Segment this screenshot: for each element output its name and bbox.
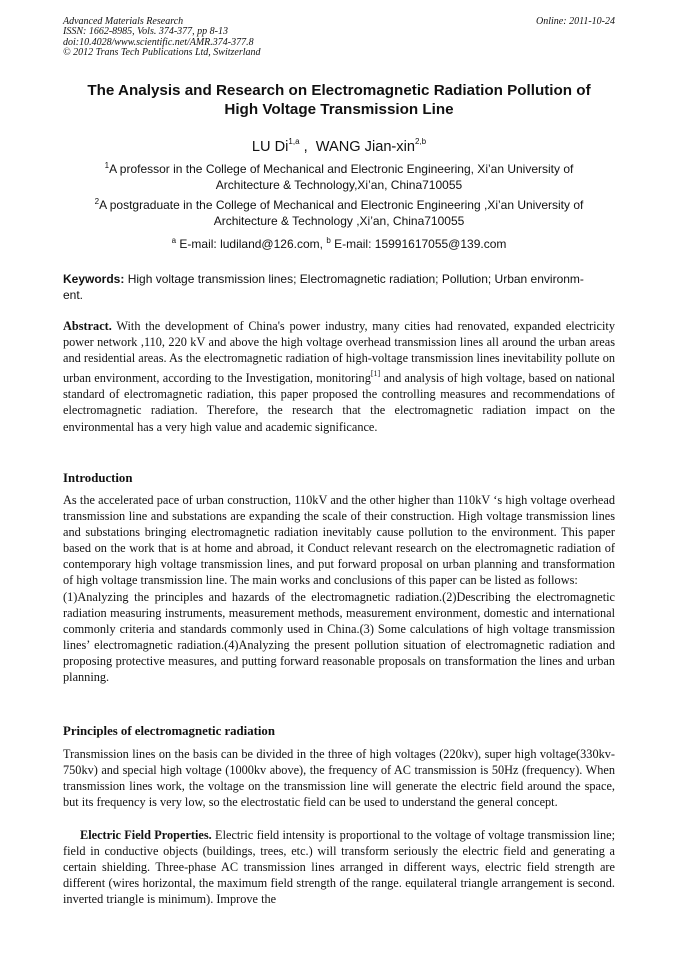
- principles-paragraph-1: Transmission lines on the basis can be divided in the three of high voltages (220kv), super high voltage(330kv-750kv) and special high voltage (1000kv above), the frequency of AC transmission is 50Hz (frequency). When transmission lines work, the voltage on the transmission line will generate the electric field around the space, but its frequency is very low, so the electrostatic field can be used to understand the general concept.: [63, 747, 615, 810]
- online-date: Online: 2011-10-24: [536, 16, 615, 27]
- author-list: [63, 133, 615, 156]
- principles-heading: Principles of electromagnetic radiation: [63, 724, 275, 738]
- keywords-line-2: ent.: [63, 287, 84, 302]
- affiliation-2-marker: 2: [94, 197, 100, 206]
- introduction-body: [63, 492, 615, 685]
- affiliation-1-line-2: Architecture & Technology,Xi’an, China710055: [215, 178, 463, 192]
- journal-header: [63, 17, 615, 59]
- email-a: E-mail: ludiland@126.com,: [176, 237, 327, 251]
- keywords: [63, 272, 615, 303]
- journal-name: Advanced Materials Research: [63, 16, 184, 27]
- electric-field-text: Electric field intensity is proportional to the voltage of voltage transmission line; field in conductive objects (buildings, trees, etc.) will transform seriously the electric field and generating a certain shielding. Three-phase AC transmission lines arranged in different ways, electric field strength are different (wires horizontal, the maximum field strength of the range. equilateral triangle arrangement is second. inverted triangle is minimum). Improve the: [63, 828, 615, 907]
- issn-line: ISSN: 1662-8985, Vols. 374-377, pp 8-13: [63, 26, 228, 38]
- keywords-line-1: High voltage transmission lines; Electromagnetic radiation; Pollution; Urban environm-: [124, 272, 584, 286]
- author-2-marker: 2,b: [414, 137, 427, 146]
- keywords-label: Keywords:: [63, 272, 125, 286]
- abstract-text-2: and analysis of high voltage, based on national standard of electromagnetic radiation, this paper proposed the controlling measures and recommendations of electromagnetic radiation. Therefore, the research that the electromagnetic radiation impact on the environmental has a very high value and academic significance.: [63, 371, 616, 434]
- paper-title: [63, 81, 615, 119]
- email-b: E-mail: 15991617055@139.com: [330, 237, 507, 251]
- affiliation-1-line-1: A professor in the College of Mechanical and Electronic Engineering, Xi’an University of: [109, 162, 574, 176]
- electric-field-paragraph: [63, 827, 615, 907]
- affiliation-2: [63, 194, 615, 229]
- abstract-text-1: With the development of China's power industry, many cities had renovated, expanded electricity power network ,110, 220 kV and above the high voltage overhead transmission lines all around the urban areas and residential areas. As the electromagnetic radiation of high-voltage transmission lines inevitability pollute on urban environment, according to the Investigation, monitoring: [63, 319, 615, 386]
- author-separator: ,: [299, 139, 316, 155]
- email-b-marker: b: [326, 236, 331, 245]
- affiliation-1-marker: 1: [104, 161, 110, 170]
- doi-line: doi:10.4028/www.scientific.net/AMR.374-377.8: [63, 36, 254, 48]
- introduction-paragraph-1: As the accelerated pace of urban construction, 110kV and the other higher than 110kV ‘s high voltage overhead transmission line and substations are expanding the scale of their construction. High voltage transmission lines and substations bringing electromagnetic radiation inevitably cause pollution to the environment. This paper based on the work that is at home and abroad, it Conduct relevant research on the electromagnetic radiation of contemporary high voltage transmission lines, and put forward proposal on urban planning and transformation of high voltage transmission line. The main works and conclusions of this paper can be listed as follows:: [63, 493, 615, 588]
- affiliation-2-line-2: Architecture & Technology ,Xi’an, China710055: [213, 214, 465, 228]
- copyright-line: © 2012 Trans Tech Publications Ltd, Switzerland: [63, 47, 261, 59]
- author-1-marker: 1,a: [288, 137, 300, 146]
- abstract: [63, 318, 615, 435]
- title-line-2: High Voltage Transmission Line: [224, 101, 454, 118]
- introduction-paragraph-2: (1)Analyzing the principles and hazards of the electromagnetic radiation.(2)Describing the electromagnetic radiation measuring instruments, measurement methods, measurement environment, domestic and international commonly criteria and standards commonly used in China.(3) Some calculations of high voltage transmission lines’ electromagnetic radiation.(4)Analyzing the present pollution situation of electromagnetic radiation and proposing protective measures, and putting forward reasonable proposals on transformation the lines and urban planning.: [63, 589, 615, 685]
- author-2-name: WANG Jian-xin: [315, 139, 415, 155]
- introduction-heading: Introduction: [63, 471, 133, 485]
- email-line: [63, 233, 615, 252]
- title-line-1: The Analysis and Research on Electromagnetic Radiation Pollution of: [87, 82, 591, 99]
- citation-marker: [1]: [370, 369, 381, 379]
- abstract-label: Abstract.: [63, 319, 112, 333]
- affiliation-1: [63, 158, 615, 193]
- email-a-marker: a: [171, 236, 177, 245]
- electric-field-label: Electric Field Properties.: [80, 828, 212, 842]
- affiliation-2-line-1: A postgraduate in the College of Mechanical and Electronic Engineering ,Xi’an University of: [99, 198, 584, 212]
- author-1-name: LU Di: [251, 139, 289, 155]
